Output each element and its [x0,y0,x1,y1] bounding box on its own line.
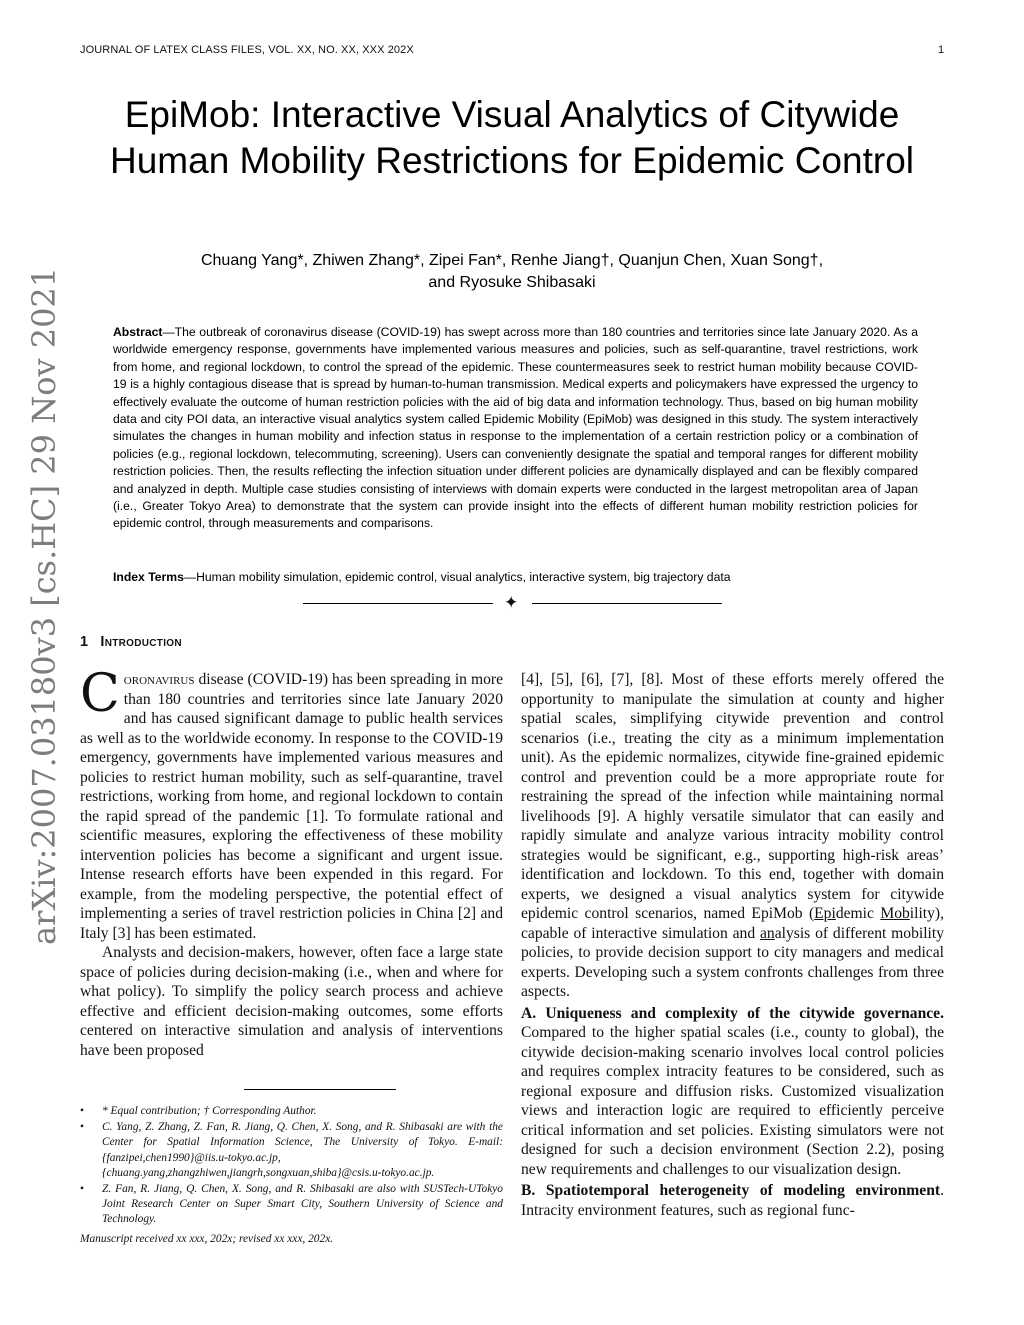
footnote-item [80,1104,503,1119]
footnotes [80,1104,503,1229]
running-head: JOURNAL OF LATEX CLASS FILES, VOL. XX, NO. XX, XXX 202X [80,44,414,56]
intro-paragraph-2: Analysts and decision-makers, however, often face a large state space of policies during decision-making (i.e., when and where for what policy). To simplify the policy search process and achieve effective and efficient decision-making outcomes, some efforts centered on interactive simulation and analysis of interventions have been proposed [80,944,503,1059]
footnote-rule [244,1089,396,1090]
footnote-text: C. Yang, Z. Zhang, Z. Fan, R. Jiang, Q. Chen, X. Song, and R. Shibasaki are with the Center for Spatial Information Science, The University of Tokyo. E-mail: {fanzipei,chen1990}@iis.u-tokyo.ac.jp, {chuang.yang,zhangzhiwen,jiangrh,songxuan,shiba}@csis.u-tokyo.ac.jp. [102,1121,503,1179]
text-run: [4], [5], [6], [7], [8]. Most of these efforts merely offered the opportunity to manipulate the simulation at county and higher spatial scales, simplifying citywide prevention and control scenarios (i.e., treating the city as a minimum implementation unit). As the epidemic normalizes, citywide fine-grained epidemic control and prevention could be a more appropriate route for restraining the spread of the infection while maintaining normal livelihoods [9]. A highly versatile simulator that can easily and rapidly simulate and analyze various intracity mobility control strategies would be significant, e.g., supporting high-risk areas’ identification and lockdown. To this end, together with domain experts, we designed a visual analytics system for citywide epidemic control scenarios, named EpiMob ( [521,671,944,922]
authors-line-1: Chuang Yang*, Zhiwen Zhang*, Zipei Fan*, Renhe Jiang†, Quanjun Chen, Xuan Song†, [200,252,824,269]
bullet-icon: • [80,1121,84,1134]
left-column [80,664,503,1060]
section-title: Introduction [100,634,182,650]
footnote-text: Z. Fan, R. Jiang, Q. Chen, X. Song, and R. Shibasaki are also with SUSTech-UTokyo Joint Research Center on Super Smart City, Southern University of Science and Technology. [102,1183,503,1226]
underlined-epi: Epi [814,905,836,922]
challenge-a-heading: A. Uniqueness and complexity of the citywide governance. [521,1004,944,1022]
section-heading [80,634,182,650]
bullet-icon: • [80,1183,84,1196]
intro-paragraph-1 [80,664,503,943]
paper-title: EpiMob: Interactive Visual Analytics of Citywide Human Mobility Restrictions for Epidemic Control [110,94,914,181]
bullet-icon: • [80,1105,84,1117]
intro-paragraph-1-text: disease (COVID-19) has been spreading in more than 180 countries and territories since late January 2020 and has caused significant damage to public health services as well as to the worldwide economy. In response to the COVID-19 emergency, governments have implemented various measures and policies to restrict human mobility, such as self-quarantine, travel restrictions, working from home, and regional lockdown to contain the rapid spread of the pandemic [1]. To formulate rational and scientific measures, exploring the effectiveness of these mobility intervention policies has become a significant and urgent issue. Intense research efforts have been expended in this regard. For example, from the modeling perspective, the potential effect of implementing a series of travel restriction policies in China [2] and Italy [3] has been estimated. [80,671,503,942]
text-run: ility), capable of interactive simulation and [521,905,945,942]
section-number: 1 [80,634,89,650]
intro-paragraph-3 [521,670,944,1002]
divider-rule-right [532,603,722,604]
arxiv-stamp: arXiv:2007.03180v3 [cs.HC] 29 Nov 2021 [25,266,63,945]
index-terms-text: —Human mobility simulation, epidemic control, visual analytics, interactive system, big trajectory data [183,570,731,584]
authors-line-2: and Ryosuke Shibasaki [428,274,596,291]
footnote-item [80,1182,503,1228]
diamond-star-icon: ✦ [504,593,519,613]
challenge-b-heading: B. Spatiotemporal heterogeneity of modeling environment [521,1182,941,1199]
index-terms [113,569,918,585]
abstract [113,324,918,533]
drop-cap: C [80,664,120,724]
manuscript-note: Manuscript received xx xxx, 202x; revised xx xxx, 202x. [80,1233,334,1245]
index-terms-label: Index Terms [113,570,184,584]
underlined-mob: Mob [880,905,910,922]
challenge-b-text: . Intracity environment features, such as regional func- [521,1182,944,1219]
author-list [100,250,924,294]
underlined-an: an [760,924,775,942]
text-run: demic [835,905,881,922]
challenge-b [521,1181,944,1220]
abstract-label: Abstract [113,325,163,339]
footnote-item [80,1120,503,1181]
divider-rule-left [303,603,493,604]
text-run: alysis of different mobility policies, to provide decision support to city managers and medical experts. Developing such a system confronts challenges from three aspects. [521,924,945,1000]
challenge-a [521,1004,944,1180]
abstract-text: —The outbreak of coronavirus disease (COVID-19) has swept across more than 180 countries and territories since late January 2020. As a worldwide emergency response, governments have implemented various measures and policies, such as self-quarantine, travel restrictions, work from home, and regional lockdown, to control the spread of the epidemic. These countermeasures seek to restrict human mobility because COVID-19 is a highly contagious disease that is spread by human-to-human transmission. Medical experts and policymakers have expressed the urgency to effectively evaluate the outcome of human restriction policies with the aid of big data and information technology. Thus, based on big human mobility data and city POI data, an interactive visual analytics system called Epidemic Mobility (EpiMob) was designed in this study. The system interactively simulates the changes in human mobility and infection status in response to the implementation of a certain restriction policy or a combination of policies (e.g., regional lockdown, telecommuting, screening). Users can conveniently designate the spatial and temporal ranges for different mobility restriction policies. Then, the results reflecting the infection situation under different policies are dynamically displayed and can be flexibly compared and analyzed in depth. Multiple case studies consisting of interviews with domain experts were conducted in the largest metropolitan area of Japan (i.e., Greater Tokyo Area) to demonstrate that the system can provide insight into the effects of different human mobility restriction policies for epidemic control, through measurements and comparisons. [113,325,918,531]
smallcaps-lead: oronavirus [123,671,195,688]
page-number: 1 [938,44,945,56]
footnote-text: * Equal contribution; † Corresponding Author. [102,1105,317,1117]
challenge-a-text: Compared to the higher spatial scales (i.e., county to global), the citywide decision-making scenario involves local control policies and requires complex intracity features to be considered, such as regional exposure and diffusion risks. Customized visualization views and interaction logic are required to efficiently perceive critical information and set policies. Existing simulators were not designed for such a decision environment (Section 2.2), posing new requirements and challenges to our visualization design. [521,1024,944,1178]
right-column [521,670,944,1220]
